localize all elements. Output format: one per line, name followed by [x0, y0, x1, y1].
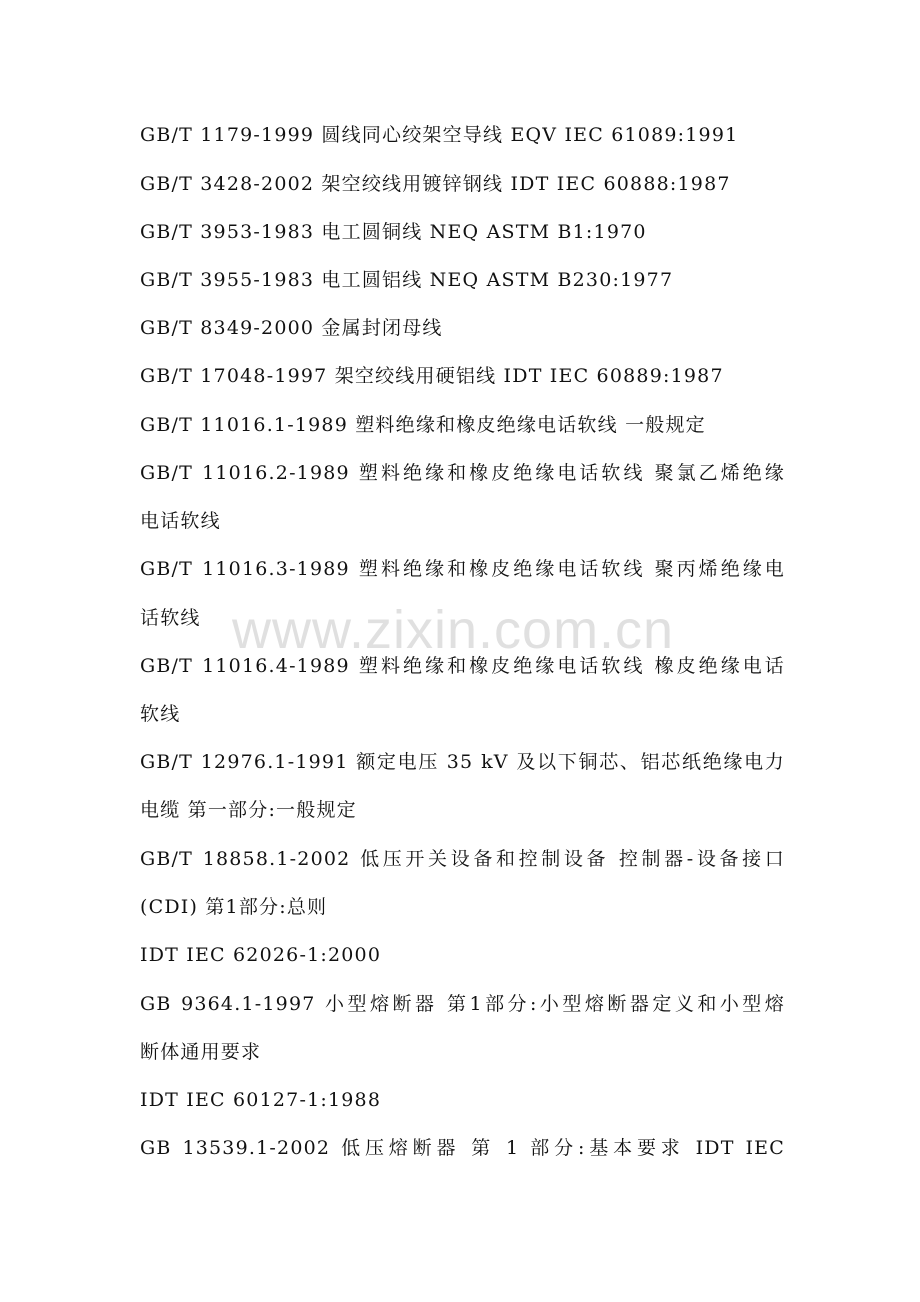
standard-line: IDT IEC 62026-1:2000	[140, 944, 382, 966]
standard-line: GB/T 8349-2000 金属封闭母线	[140, 317, 443, 339]
standard-line: GB/T 1179-1999 圆线同心绞架空导线 EQV IEC 61089:1991	[140, 124, 739, 146]
standard-line-continuation: 断体通用要求	[140, 1041, 262, 1063]
standard-line: GB 9364.1-1997 小型熔断器 第1部分:小型熔断器定义和小型熔	[140, 993, 785, 1015]
standard-line: GB/T 11016.4-1989 塑料绝缘和橡皮绝缘电话软线 橡皮绝缘电话	[140, 655, 785, 677]
standard-line: GB/T 12976.1-1991 额定电压 35 kV 及以下铜芯、铝芯纸绝缘电力	[140, 751, 785, 773]
standard-line-continuation: (CDI) 第1部分:总则	[140, 896, 328, 918]
standard-line: GB/T 3428-2002 架空绞线用镀锌钢线 IDT IEC 60888:1987	[140, 173, 731, 195]
standard-line: GB/T 3955-1983 电工圆铝线 NEQ ASTM B230:1977	[140, 269, 674, 291]
standard-line: GB/T 3953-1983 电工圆铜线 NEQ ASTM B1:1970	[140, 221, 647, 243]
standard-line: GB/T 17048-1997 架空绞线用硬铝线 IDT IEC 60889:1987	[140, 365, 724, 387]
standard-line: GB/T 18858.1-2002 低压开关设备和控制设备 控制器-设备接口	[140, 848, 785, 870]
standard-line-continuation: 电话软线	[140, 510, 221, 532]
standard-line: GB/T 11016.3-1989 塑料绝缘和橡皮绝缘电话软线 聚丙烯绝缘电	[140, 558, 785, 580]
standard-line-continuation: 软线	[140, 703, 181, 725]
watermark: www.zixin.com.cn	[232, 600, 675, 660]
standard-line: GB/T 11016.2-1989 塑料绝缘和橡皮绝缘电话软线 聚氯乙烯绝缘	[140, 462, 785, 484]
standard-line-continuation: 话软线	[140, 607, 201, 629]
standard-line: IDT IEC 60127-1:1988	[140, 1089, 382, 1111]
standard-line: GB 13539.1-2002 低压熔断器 第 1 部分:基本要求 IDT IEC	[140, 1137, 785, 1159]
standard-line-continuation: 电缆 第一部分:一般规定	[140, 799, 357, 821]
standard-line: GB/T 11016.1-1989 塑料绝缘和橡皮绝缘电话软线 一般规定	[140, 414, 706, 436]
